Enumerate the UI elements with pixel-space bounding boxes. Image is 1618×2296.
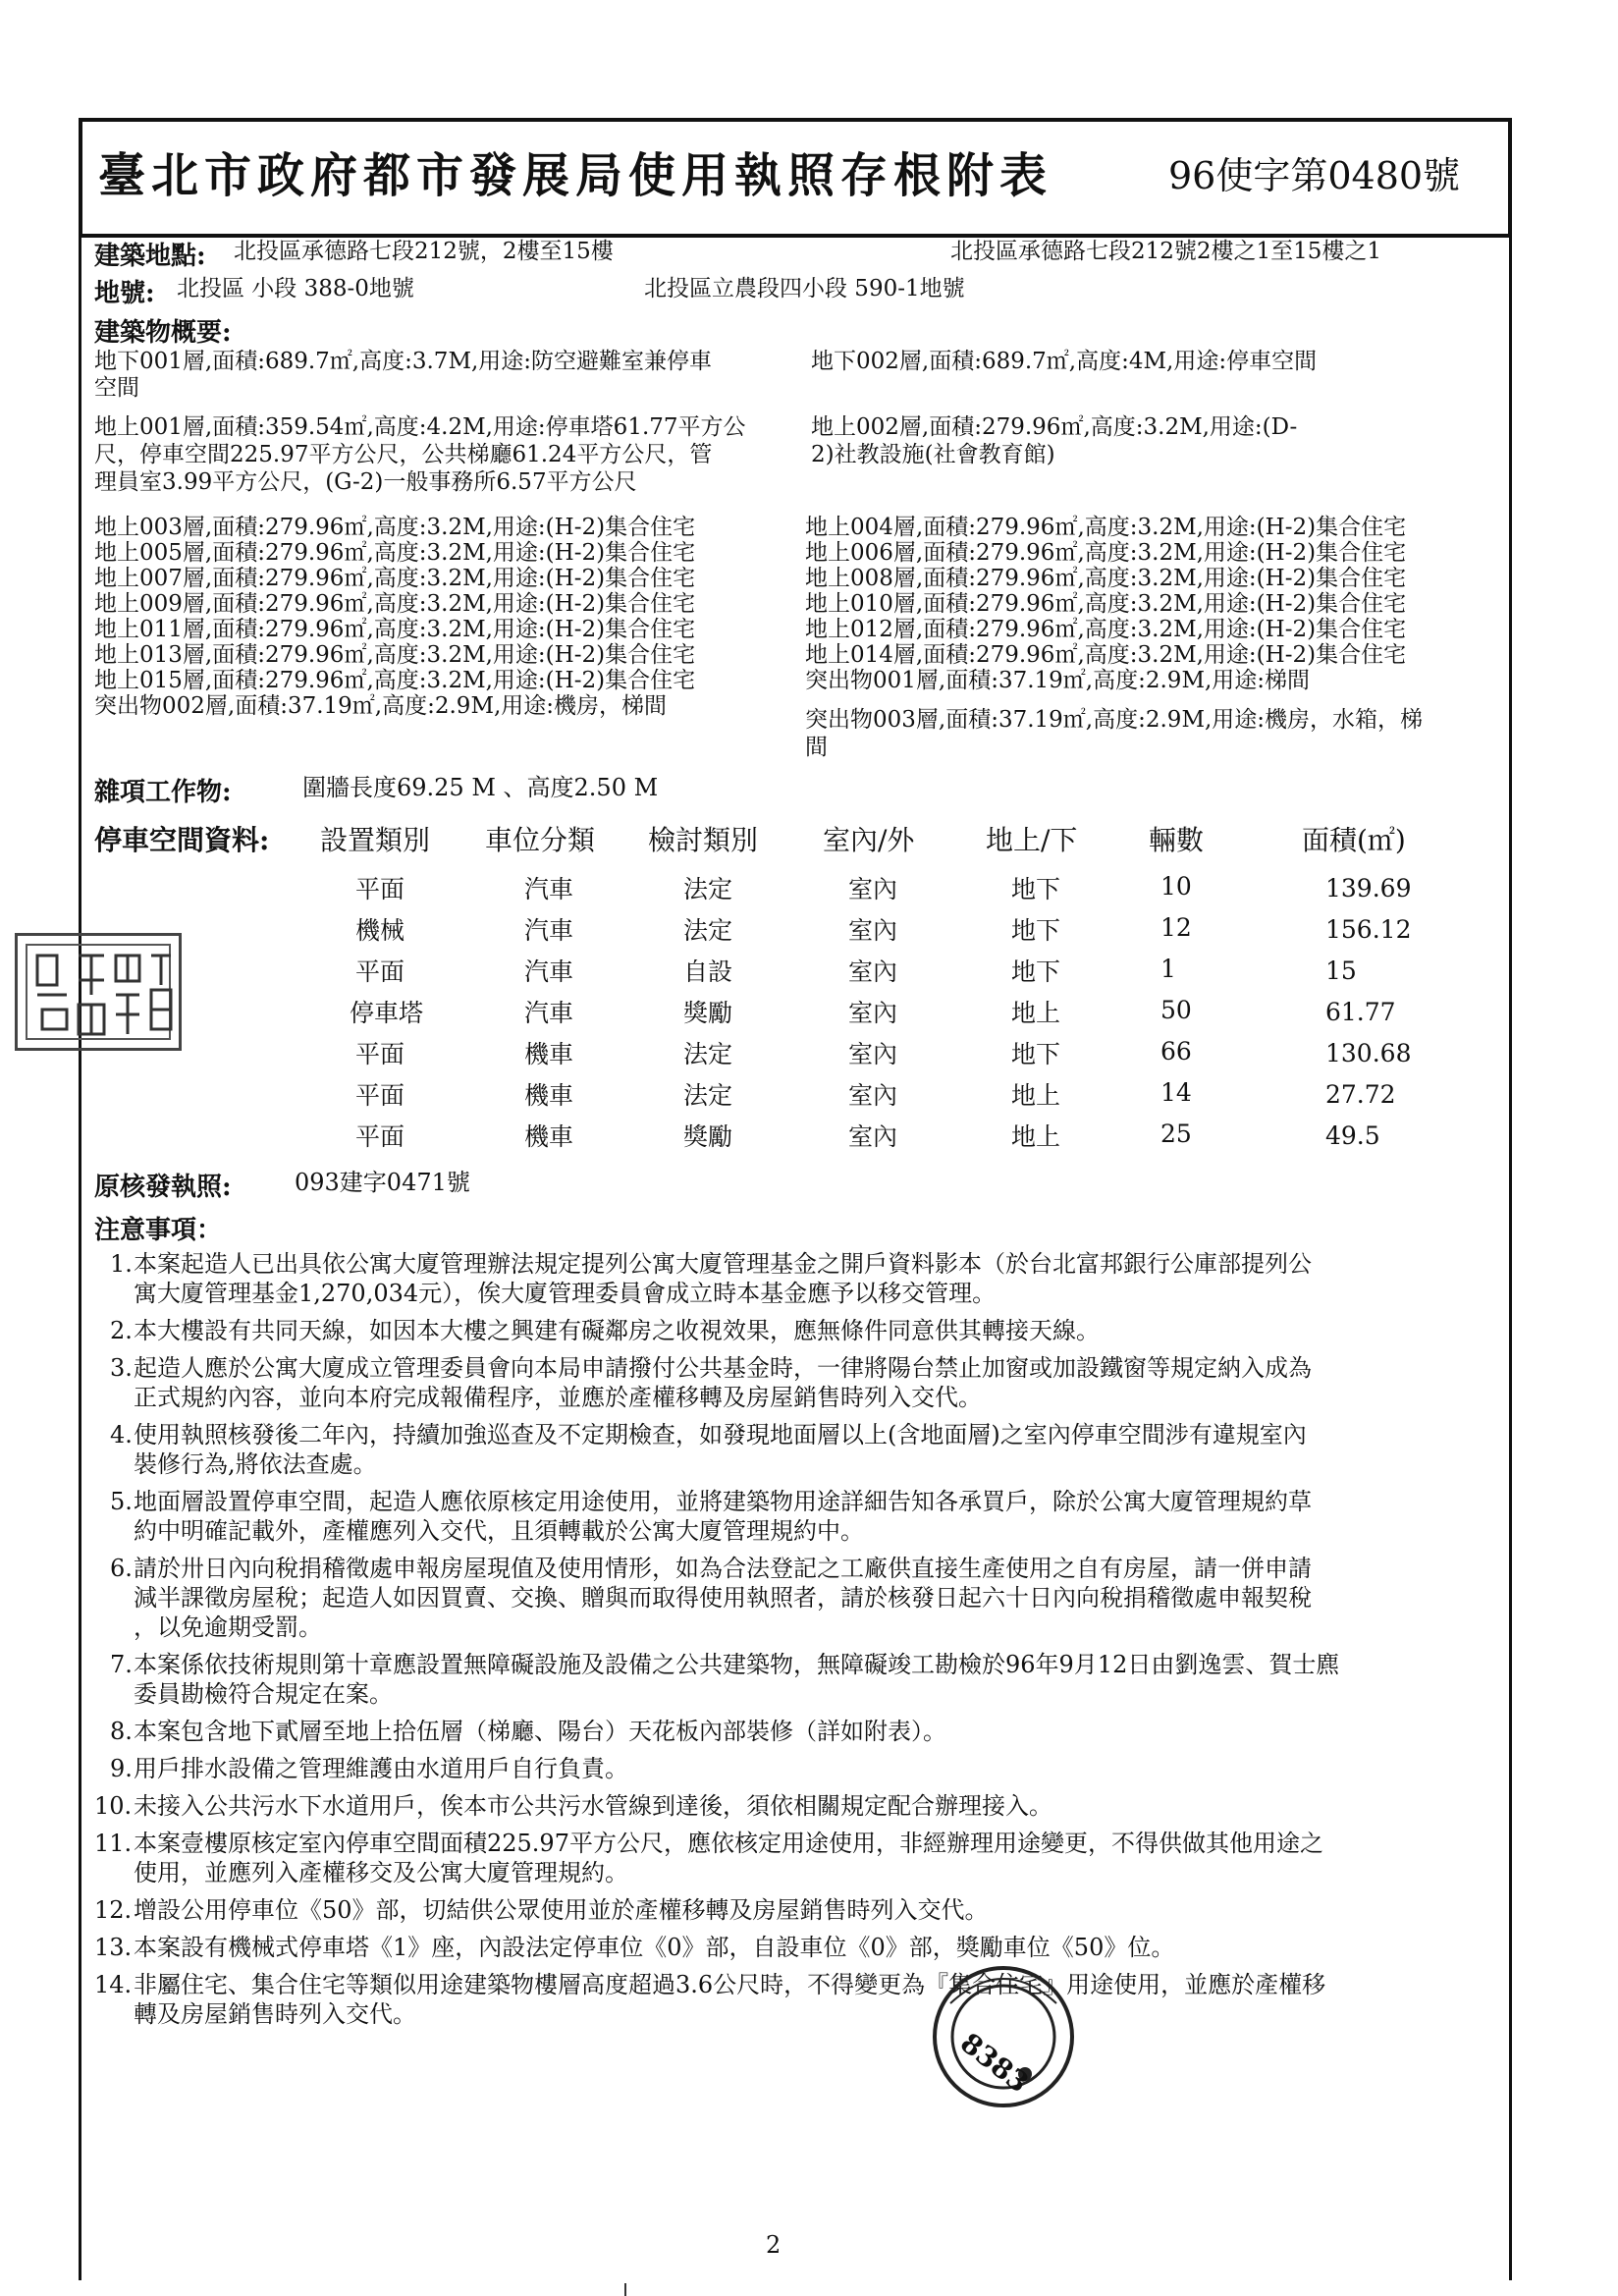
parking-cell: 平面: [355, 875, 405, 903]
floor-left-row: 突出物002層,面積:37.19㎡,高度:2.9M,用途:機房，梯間: [94, 693, 668, 719]
parking-cell: 汽車: [524, 957, 574, 986]
parking-cell: 1: [1160, 955, 1176, 983]
note-line: 起造人應於公寓大廈成立管理委員會向本局申請撥付公共基金時，一律將陽台禁止加窗或加設鐵窗等規定納入成為: [134, 1354, 1312, 1382]
parking-cell: 地下: [1011, 875, 1061, 903]
note-number: 11.: [94, 1830, 133, 1857]
note-line: 本大樓設有共同天線，如因本大樓之興建有礙鄰房之收視效果，應無條件同意供其轉接天線。: [134, 1317, 1100, 1344]
parking-cell: 地上: [1011, 1122, 1061, 1151]
note-number: 13.: [94, 1934, 133, 1961]
note-line: 轉及房屋銷售時列入交代。: [134, 2000, 416, 2028]
parking-cell: 汽車: [524, 916, 574, 945]
note-line: 正式規約內容，並向本府完成報備程序，並應於產權移轉及房屋銷售時列入交代。: [134, 1384, 982, 1411]
parking-cell: 室內: [848, 875, 898, 903]
parking-cell: 15: [1325, 957, 1357, 985]
note-number: 4.: [110, 1421, 133, 1449]
note-number: 3.: [110, 1354, 133, 1382]
parking-cell: 法定: [683, 916, 733, 945]
parking-cell: 自設: [683, 957, 733, 986]
floor-left-row: 地上005層,面積:279.96㎡,高度:3.2M,用途:(H-2)集合住宅: [94, 540, 696, 566]
parking-cell: 12: [1160, 913, 1192, 942]
floor-right-row: 地上010層,面積:279.96㎡,高度:3.2M,用途:(H-2)集合住宅: [805, 591, 1407, 617]
parking-cell: 地上: [1011, 999, 1061, 1027]
parking-cell: 室內: [848, 916, 898, 945]
parking-header: 設置類別: [320, 824, 431, 856]
parking-cell: 機車: [524, 1040, 574, 1068]
floor-2-line-1: 地上002層,面積:279.96㎡,高度:3.2M,用途:(D-: [811, 414, 1298, 440]
note-number: 6.: [110, 1555, 133, 1582]
note-number: 14.: [94, 1971, 133, 1998]
parking-cell: 室內: [848, 999, 898, 1027]
floor-left-row: 地上009層,面積:279.96㎡,高度:3.2M,用途:(H-2)集合住宅: [94, 591, 696, 617]
floor-left-row: 地上007層,面積:279.96㎡,高度:3.2M,用途:(H-2)集合住宅: [94, 566, 696, 591]
parking-cell: 獎勵: [683, 999, 733, 1027]
note-line: 請於卅日內向稅捐稽徵處申報房屋現值及使用情形，如為合法登記之工廠供直接生產使用之自有房屋，請一併申請: [134, 1555, 1312, 1582]
parking-cell: 14: [1160, 1078, 1192, 1107]
lot-value-2: 北投區立農段四小段 590-1地號: [644, 276, 965, 301]
floor-right-row: 地上004層,面積:279.96㎡,高度:3.2M,用途:(H-2)集合住宅: [805, 515, 1407, 540]
note-line: ，以免逾期受罰。: [134, 1613, 322, 1641]
floor-right-row: 間: [805, 735, 828, 760]
parking-cell: 61.77: [1325, 998, 1396, 1026]
note-number: 2.: [110, 1317, 133, 1344]
address-value: 北投區承德路七段212號，2樓至15樓: [234, 239, 614, 264]
note-line: 用戶排水設備之管理維護由水道用戶自行負責。: [134, 1755, 628, 1782]
overview-label: 建築物概要:: [94, 318, 232, 348]
page-number: 2: [766, 2231, 782, 2259]
parking-cell: 停車塔: [350, 999, 424, 1027]
address-label: 建築地點:: [94, 242, 206, 271]
address-alt-value: 北投區承德路七段212號2樓之1至15樓之1: [950, 239, 1382, 264]
floor-b1-cont: 空間: [94, 375, 139, 401]
seal-number: 8383: [954, 2026, 1035, 2100]
parking-cell: 地下: [1011, 957, 1061, 986]
note-number: 5.: [110, 1488, 133, 1515]
parking-header: 地上/下: [986, 824, 1078, 856]
parking-cell: 汽車: [524, 875, 574, 903]
floor-right-row: 地上006層,面積:279.96㎡,高度:3.2M,用途:(H-2)集合住宅: [805, 540, 1407, 566]
note-line: 地面層設置停車空間，起造人應依原核定用途使用，並將建築物用途詳細告知各承買戶，除於公寓大廈管理規約草: [134, 1488, 1312, 1515]
parking-cell: 地下: [1011, 1040, 1061, 1068]
parking-header: 檢討類別: [648, 824, 759, 856]
note-line: 本案起造人已出具依公寓大廈管理辦法規定提列公寓大廈管理基金之開戶資料影本（於台北富邦銀行公庫部提列公: [134, 1250, 1312, 1278]
parking-header: 室內/外: [823, 824, 915, 856]
parking-cell: 49.5: [1325, 1121, 1380, 1150]
parking-cell: 法定: [683, 1040, 733, 1068]
parking-cell: 156.12: [1325, 915, 1412, 944]
floor-1-line-1: 地上001層,面積:359.54㎡,高度:4.2M,用途:停車塔61.77平方公: [94, 414, 746, 440]
parking-header: 面積(㎡): [1302, 824, 1406, 856]
permit-number: 96使字第0480號: [1168, 154, 1461, 197]
floor-right-row: 突出物003層,面積:37.19㎡,高度:2.9M,用途:機房，水箱，梯: [805, 707, 1424, 733]
document-title: 臺北市政府都市發展局使用執照存根附表: [98, 148, 1053, 203]
parking-cell: 平面: [355, 1040, 405, 1068]
note-line: 使用，並應列入產權移交及公寓大廈管理規約。: [134, 1859, 628, 1886]
note-line: 本案壹樓原核定室內停車空間面積225.97平方公尺，應依核定用途使用，非經辦理用途變更，不得供做其他用途之: [134, 1830, 1323, 1857]
parking-cell: 室內: [848, 1122, 898, 1151]
note-line: 增設公用停車位《50》部，切結供公眾使用並於產權移轉及房屋銷售時列入交代。: [134, 1896, 989, 1924]
parking-cell: 汽車: [524, 999, 574, 1027]
parking-cell: 平面: [355, 1081, 405, 1110]
note-line: 約中明確記載外，產權應列入交代，且須轉載於公寓大廈管理規約中。: [134, 1517, 864, 1545]
parking-cell: 50: [1160, 996, 1192, 1024]
parking-cell: 法定: [683, 875, 733, 903]
note-number: 12.: [94, 1896, 133, 1924]
floor-right-row: 突出物001層,面積:37.19㎡,高度:2.9M,用途:梯間: [805, 668, 1311, 693]
floor-b1: 地下001層,面積:689.7㎡,高度:3.7M,用途:防空避難室兼停車: [94, 349, 713, 374]
scan-artifact-line: [624, 2283, 626, 2296]
original-permit-label: 原核發執照:: [94, 1173, 232, 1202]
parking-cell: 機車: [524, 1122, 574, 1151]
parking-cell: 10: [1160, 872, 1192, 901]
lot-value-1: 北投區 小段 388-0地號: [177, 276, 414, 301]
parking-cell: 室內: [848, 1040, 898, 1068]
floor-left-row: 地上015層,面積:279.96㎡,高度:3.2M,用途:(H-2)集合住宅: [94, 668, 696, 693]
note-number: 7.: [110, 1651, 133, 1678]
floor-right-row: 地上008層,面積:279.96㎡,高度:3.2M,用途:(H-2)集合住宅: [805, 566, 1407, 591]
parking-cell: 平面: [355, 1122, 405, 1151]
parking-cell: 室內: [848, 957, 898, 986]
notes-label: 注意事項：: [94, 1216, 223, 1245]
parking-cell: 25: [1160, 1120, 1192, 1148]
original-permit-value: 093建字0471號: [295, 1169, 470, 1196]
floor-left-row: 地上011層,面積:279.96㎡,高度:3.2M,用途:(H-2)集合住宅: [94, 617, 696, 642]
parking-cell: 地下: [1011, 916, 1061, 945]
note-line: 本案包含地下貳層至地上拾伍層（梯廳、陽台）天花板內部裝修（詳如附表）。: [134, 1718, 946, 1745]
floor-left-row: 地上013層,面積:279.96㎡,高度:3.2M,用途:(H-2)集合住宅: [94, 642, 696, 668]
floor-1-line-3: 理員室3.99平方公尺，(G-2)一般事務所6.57平方公尺: [94, 469, 637, 495]
parking-cell: 139.69: [1325, 874, 1412, 902]
parking-cell: 獎勵: [683, 1122, 733, 1151]
parking-cell: 130.68: [1325, 1039, 1412, 1067]
note-line: 非屬住宅、集合住宅等類似用途建築物樓層高度超過3.6公尺時，不得變更為『集合住宅』用途使用，並應於產權移: [134, 1971, 1326, 1998]
note-line: 本案設有機械式停車塔《1》座，內設法定停車位《0》部，自設車位《0》部，獎勵車位《50》位。: [134, 1934, 1175, 1961]
floor-right-row: 地上012層,面積:279.96㎡,高度:3.2M,用途:(H-2)集合住宅: [805, 617, 1407, 642]
note-line: 本案係依技術規則第十章應設置無障礙設施及設備之公共建築物，無障礙竣工勘檢於96年9月12日由劉逸雲、賀士麃: [134, 1651, 1340, 1678]
parking-header: 輛數: [1149, 824, 1205, 856]
note-line: 減半課徵房屋稅；起造人如因買賣、交換、贈與而取得使用執照者，請於核發日起六十日內向稅捐稽徵處申報契稅: [134, 1584, 1312, 1612]
circular-seal-stamp: [931, 1964, 1076, 2109]
parking-header: 車位分類: [485, 824, 596, 856]
note-number: 1.: [110, 1250, 133, 1278]
note-line: 寓大廈管理基金1,270,034元），俟大廈管理委員會成立時本基金應予以移交管理。: [134, 1280, 997, 1307]
parking-cell: 機車: [524, 1081, 574, 1110]
note-line: 委員勘檢符合規定在案。: [134, 1680, 393, 1708]
parking-cell: 室內: [848, 1081, 898, 1110]
parking-cell: 27.72: [1325, 1080, 1396, 1109]
parking-cell: 平面: [355, 957, 405, 986]
parking-cell: 地上: [1011, 1081, 1061, 1110]
parking-cell: 法定: [683, 1081, 733, 1110]
floor-1-line-2: 尺，停車空間225.97平方公尺，公共梯廳61.24平方公尺，管: [94, 442, 713, 467]
red-seal-stamp: [15, 933, 182, 1051]
note-number: 10.: [94, 1792, 133, 1820]
lot-label: 地號:: [94, 279, 155, 308]
note-line: 使用執照核發後二年內，持續加強巡查及不定期檢查，如發現地面層以上(含地面層)之室內停車空間涉有違規室內: [134, 1421, 1307, 1449]
note-number: 8.: [110, 1718, 133, 1745]
note-line: 裝修行為,將依法查處。: [134, 1450, 377, 1478]
floor-2-line-2: 2)社教設施(社會教育館): [811, 442, 1055, 467]
parking-cell: 66: [1160, 1037, 1192, 1066]
note-line: 未接入公共污水下水道用戶，俟本市公共污水管線到達後，須依相關規定配合辦理接入。: [134, 1792, 1052, 1820]
parking-cell: 機械: [355, 916, 405, 945]
note-number: 9.: [110, 1755, 133, 1782]
misc-label: 雜項工作物:: [94, 778, 232, 807]
parking-label: 停車空間資料:: [94, 824, 270, 856]
floor-b2: 地下002層,面積:689.7㎡,高度:4M,用途:停車空間: [811, 349, 1318, 374]
misc-value: 圍牆長度69.25 M 、高度2.50 M: [302, 774, 659, 801]
floor-left-row: 地上003層,面積:279.96㎡,高度:3.2M,用途:(H-2)集合住宅: [94, 515, 696, 540]
floor-right-row: 地上014層,面積:279.96㎡,高度:3.2M,用途:(H-2)集合住宅: [805, 642, 1407, 668]
